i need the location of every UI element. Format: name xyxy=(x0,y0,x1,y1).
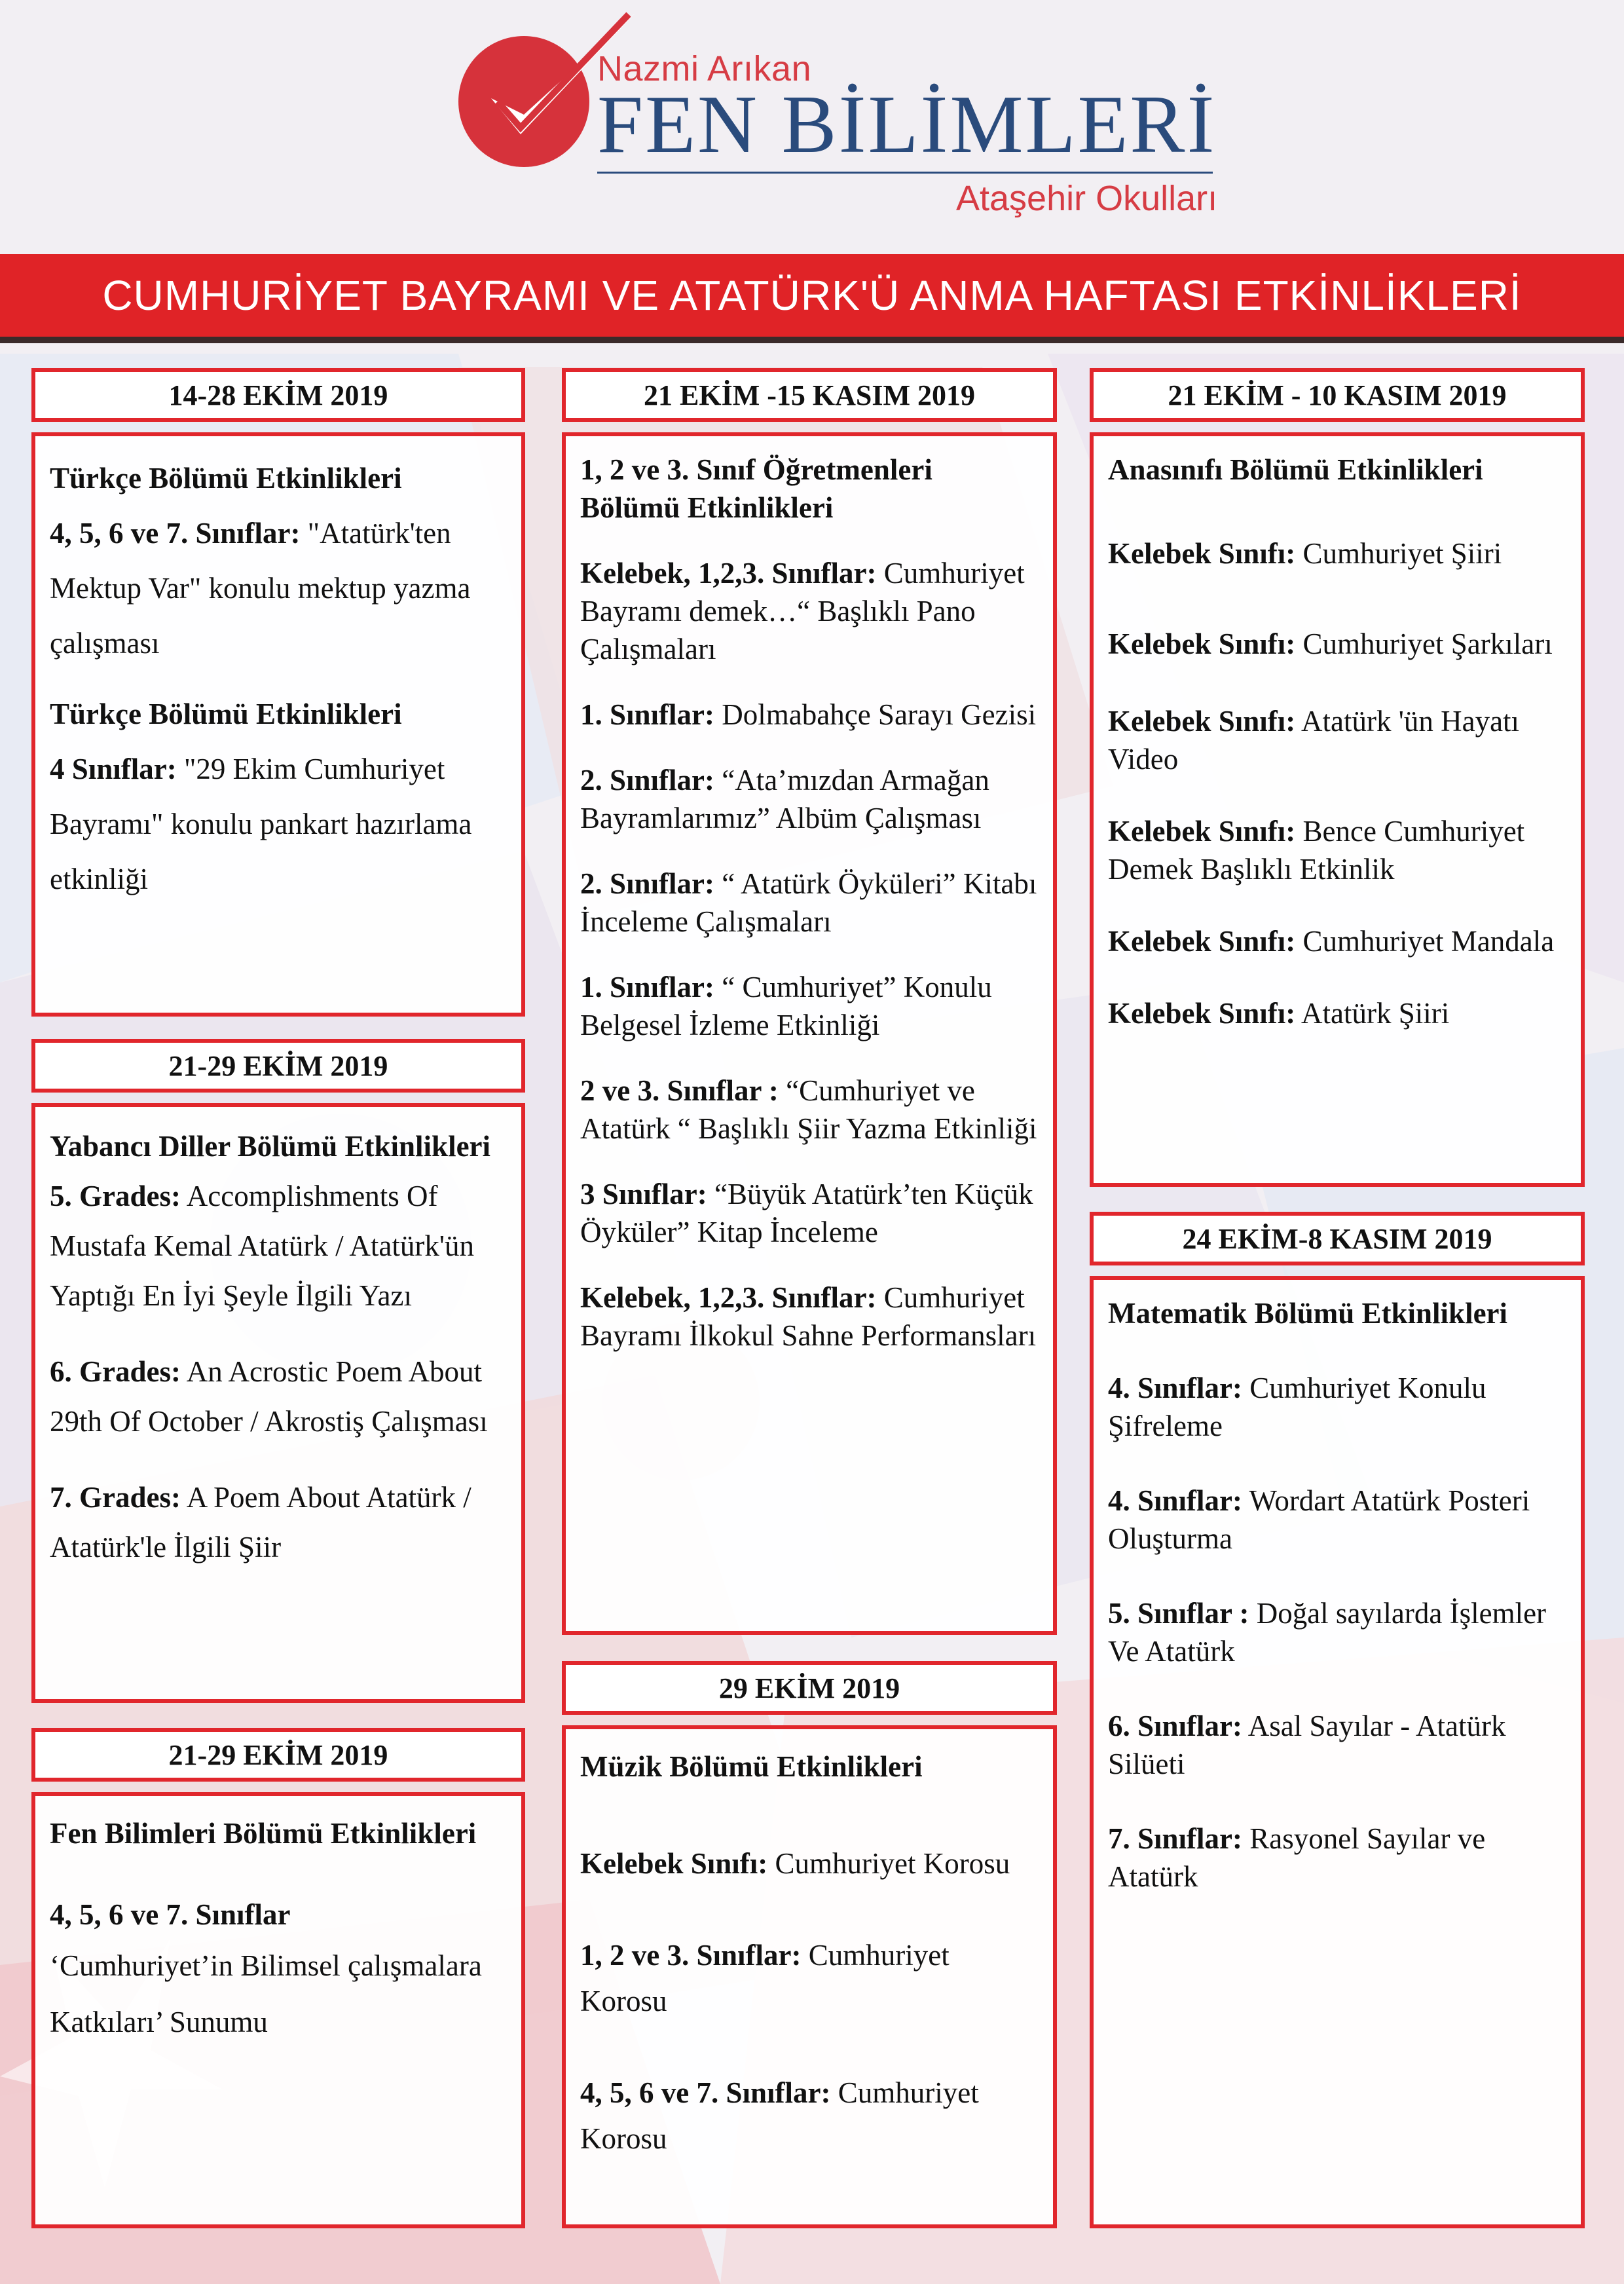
sinif-item-1-label: Kelebek, 1,2,3. Sınıflar: xyxy=(580,557,877,590)
matematik-item-4-text: Asal Sayılar - Atatürk Silüeti xyxy=(1108,1710,1506,1780)
turkce-item-1 xyxy=(50,506,507,671)
anasinifi-item-2 xyxy=(1108,618,1566,669)
anasinifi-item-6-text: Atatürk Şiiri xyxy=(1301,997,1450,1030)
yabanci-item-3-text: A Poem About Atatürk / Atatürk'le İlgili Şiir xyxy=(50,1481,471,1563)
fen-heading: Fen Bilimleri Bölümü Etkinlikleri xyxy=(50,1817,477,1850)
anasinifi-item-1-label: Kelebek Sınıfı: xyxy=(1108,537,1296,570)
sinif-activities xyxy=(562,432,1057,1635)
matematik-item-3-text: Doğal sayılarda İşlemler Ve Atatürk xyxy=(1108,1597,1547,1668)
turkce-date: 14-28 EKİM 2019 xyxy=(31,368,525,422)
yabanci-item-2 xyxy=(50,1347,507,1446)
anasinifi-item-5-text: Cumhuriyet Mandala xyxy=(1302,925,1555,958)
yabanci-item-1-text: Accomplishments Of Mustafa Kemal Atatürk / Atatürk'ün Yaptığı En İyi Şeyle İlgili Yazı xyxy=(50,1180,474,1312)
muzik-item-1-text: Cumhuriyet Korosu xyxy=(775,1847,1010,1880)
sinif-item-3-text: “Ata’mızdan Armağan Bayramlarımız” Albüm Çalışması xyxy=(580,764,989,834)
sinif-item-1 xyxy=(580,554,1039,668)
logo-divider xyxy=(597,172,1213,174)
school-logo xyxy=(452,7,1238,223)
yabanci-item-1 xyxy=(50,1171,507,1320)
fen-item-text: ‘Cumhuriyet’in Bilimsel çalışmalara Katkıları’ Sunumu xyxy=(50,1949,482,2038)
muzik-item-3-label: 4, 5, 6 ve 7. Sınıflar: xyxy=(580,2076,831,2109)
anasinifi-item-6-label: Kelebek Sınıfı: xyxy=(1108,997,1296,1030)
muzik-item-2-label: 1, 2 ve 3. Sınıflar: xyxy=(580,1939,802,1972)
sinif-item-7-label: 3 Sınıflar: xyxy=(580,1178,707,1210)
sinif-item-2-text: Dolmabahçe Sarayı Gezisi xyxy=(722,698,1037,731)
matematik-item-5 xyxy=(1108,1820,1566,1896)
anasinifi-item-4-label: Kelebek Sınıfı: xyxy=(1108,815,1296,848)
turkce-item-2-label: 4 Sınıflar: xyxy=(50,753,177,785)
sinif-item-8 xyxy=(580,1279,1039,1355)
sinif-item-1-text: Cumhuriyet Bayramı demek…“ Başlıklı Pano Çalışmaları xyxy=(580,557,1025,665)
anasinifi-date: 21 EKİM - 10 KASIM 2019 xyxy=(1090,368,1585,422)
matematik-item-1-label: 4. Sınıflar: xyxy=(1108,1372,1243,1404)
sinif-item-4-text: “ Atatürk Öyküleri” Kitabı İnceleme Çalışmaları xyxy=(580,867,1037,938)
yabanci-date: 21-29 EKİM 2019 xyxy=(31,1039,525,1093)
yabanci-item-3-label: 7. Grades: xyxy=(50,1481,181,1514)
muzik-activities xyxy=(562,1725,1057,2228)
sinif-item-7 xyxy=(580,1175,1039,1251)
yabanci-item-3 xyxy=(50,1472,507,1572)
anasinifi-item-6 xyxy=(1108,994,1566,1032)
turkce-item-1-text: "Atatürk'ten Mektup Var" konulu mektup yazma çalışması xyxy=(50,517,471,660)
title-banner xyxy=(0,254,1624,343)
sinif-item-6-text: “Cumhuriyet ve Atatürk “ Başlıklı Şiir Yazma Etkinliği xyxy=(580,1074,1037,1145)
logo-founder-name: Nazmi Arıkan xyxy=(597,49,812,88)
matematik-item-4 xyxy=(1108,1707,1566,1783)
page-title: CUMHURİYET BAYRAMI VE ATATÜRK'Ü ANMA HAFTASI ETKİNLİKLERİ xyxy=(102,272,1522,319)
matematik-item-1 xyxy=(1108,1369,1566,1445)
sinif-item-5-label: 1. Sınıflar: xyxy=(580,971,715,1003)
anasinifi-item-3 xyxy=(1108,702,1566,778)
anasinifi-item-1-text: Cumhuriyet Şiiri xyxy=(1302,537,1502,570)
sinif-item-3-label: 2. Sınıflar: xyxy=(580,764,715,796)
muzik-item-1 xyxy=(580,1841,1039,1886)
fen-activities xyxy=(31,1792,525,2228)
matematik-activities xyxy=(1090,1276,1585,2228)
matematik-item-4-label: 6. Sınıflar: xyxy=(1108,1710,1243,1742)
turkce-item-2-text: "29 Ekim Cumhuriyet Bayramı" konulu pankart hazırlama etkinliği xyxy=(50,753,472,895)
sinif-item-8-label: Kelebek, 1,2,3. Sınıflar: xyxy=(580,1281,877,1314)
matematik-heading: Matematik Bölümü Etkinlikleri xyxy=(1108,1297,1508,1330)
anasinifi-item-4-text: Bence Cumhuriyet Demek Başlıklı Etkinlik xyxy=(1108,815,1525,886)
turkce-heading-1: Türkçe Bölümü Etkinlikleri xyxy=(50,462,402,495)
anasinifi-item-2-label: Kelebek Sınıfı: xyxy=(1108,627,1296,660)
matematik-item-3 xyxy=(1108,1594,1566,1670)
muzik-item-3 xyxy=(580,2070,1039,2162)
muzik-item-1-label: Kelebek Sınıfı: xyxy=(580,1847,768,1880)
anasinifi-item-2-text: Cumhuriyet Şarkıları xyxy=(1302,627,1553,660)
turkce-item-1-label: 4, 5, 6 ve 7. Sınıflar: xyxy=(50,517,301,550)
yabanci-activities xyxy=(31,1103,525,1703)
sinif-item-6-label: 2 ve 3. Sınıflar : xyxy=(580,1074,779,1107)
sinif-item-5 xyxy=(580,968,1039,1044)
sinif-item-4 xyxy=(580,865,1039,941)
sinif-heading: 1, 2 ve 3. Sınıf Öğretmenleri Bölümü Etkinlikleri xyxy=(580,453,932,524)
anasinifi-item-5 xyxy=(1108,922,1566,960)
fen-date: 21-29 EKİM 2019 xyxy=(31,1728,525,1782)
matematik-item-5-text: Rasyonel Sayılar ve Atatürk xyxy=(1108,1822,1486,1893)
turkce-activities xyxy=(31,432,525,1017)
muzik-date: 29 EKİM 2019 xyxy=(562,1661,1057,1715)
anasinifi-item-5-label: Kelebek Sınıfı: xyxy=(1108,925,1296,958)
sinif-item-4-label: 2. Sınıflar: xyxy=(580,867,715,900)
sinif-date: 21 EKİM -15 KASIM 2019 xyxy=(562,368,1057,422)
anasinifi-activities xyxy=(1090,432,1585,1187)
matematik-item-2-label: 4. Sınıflar: xyxy=(1108,1484,1243,1517)
fen-item-label: 4, 5, 6 ve 7. Sınıflar xyxy=(50,1898,291,1931)
sinif-item-8-text: Cumhuriyet Bayramı İlkokul Sahne Performansları xyxy=(580,1281,1037,1352)
yabanci-item-2-label: 6. Grades: xyxy=(50,1355,181,1388)
anasinifi-item-3-label: Kelebek Sınıfı: xyxy=(1108,705,1296,738)
muzik-item-2 xyxy=(580,1932,1039,2024)
sinif-item-5-text: “ Cumhuriyet” Konulu Belgesel İzleme Etkinliği xyxy=(580,971,992,1041)
yabanci-item-1-label: 5. Grades: xyxy=(50,1180,181,1212)
matematik-item-2 xyxy=(1108,1482,1566,1558)
sinif-item-2 xyxy=(580,696,1039,734)
turkce-heading-2: Türkçe Bölümü Etkinlikleri xyxy=(50,698,402,730)
yabanci-item-2-text: An Acrostic Poem About 29th Of October / Akrostiş Çalışması xyxy=(50,1355,488,1438)
logo-campus-name: Ataşehir Okulları xyxy=(956,179,1218,218)
anasinifi-item-3-text: Atatürk 'ün Hayatı Video xyxy=(1108,705,1520,776)
yabanci-heading: Yabancı Diller Bölümü Etkinlikleri xyxy=(50,1130,491,1163)
muzik-heading: Müzik Bölümü Etkinlikleri xyxy=(580,1750,923,1783)
sinif-item-7-text: “Büyük Atatürk’ten Küçük Öyküler” Kitap İnceleme xyxy=(580,1178,1033,1248)
muzik-item-3-text: Cumhuriyet Korosu xyxy=(580,2076,979,2155)
anasinifi-heading: Anasınıfı Bölümü Etkinlikleri xyxy=(1108,453,1483,486)
matematik-item-3-label: 5. Sınıflar : xyxy=(1108,1597,1249,1630)
matematik-item-5-label: 7. Sınıflar: xyxy=(1108,1822,1243,1855)
anasinifi-item-1 xyxy=(1108,534,1566,572)
sinif-item-6 xyxy=(580,1072,1039,1148)
anasinifi-item-4 xyxy=(1108,812,1566,888)
matematik-date: 24 EKİM-8 KASIM 2019 xyxy=(1090,1212,1585,1265)
logo-school-name: FEN BİLİMLERİ xyxy=(597,79,1217,170)
matematik-item-1-text: Cumhuriyet Konulu Şifreleme xyxy=(1108,1372,1486,1442)
matematik-item-2-text: Wordart Atatürk Posteri Oluşturma xyxy=(1108,1484,1530,1555)
turkce-item-2 xyxy=(50,741,507,907)
sinif-item-3 xyxy=(580,761,1039,837)
sinif-item-2-label: 1. Sınıflar: xyxy=(580,698,715,731)
muzik-item-2-text: Cumhuriyet Korosu xyxy=(580,1939,950,2017)
